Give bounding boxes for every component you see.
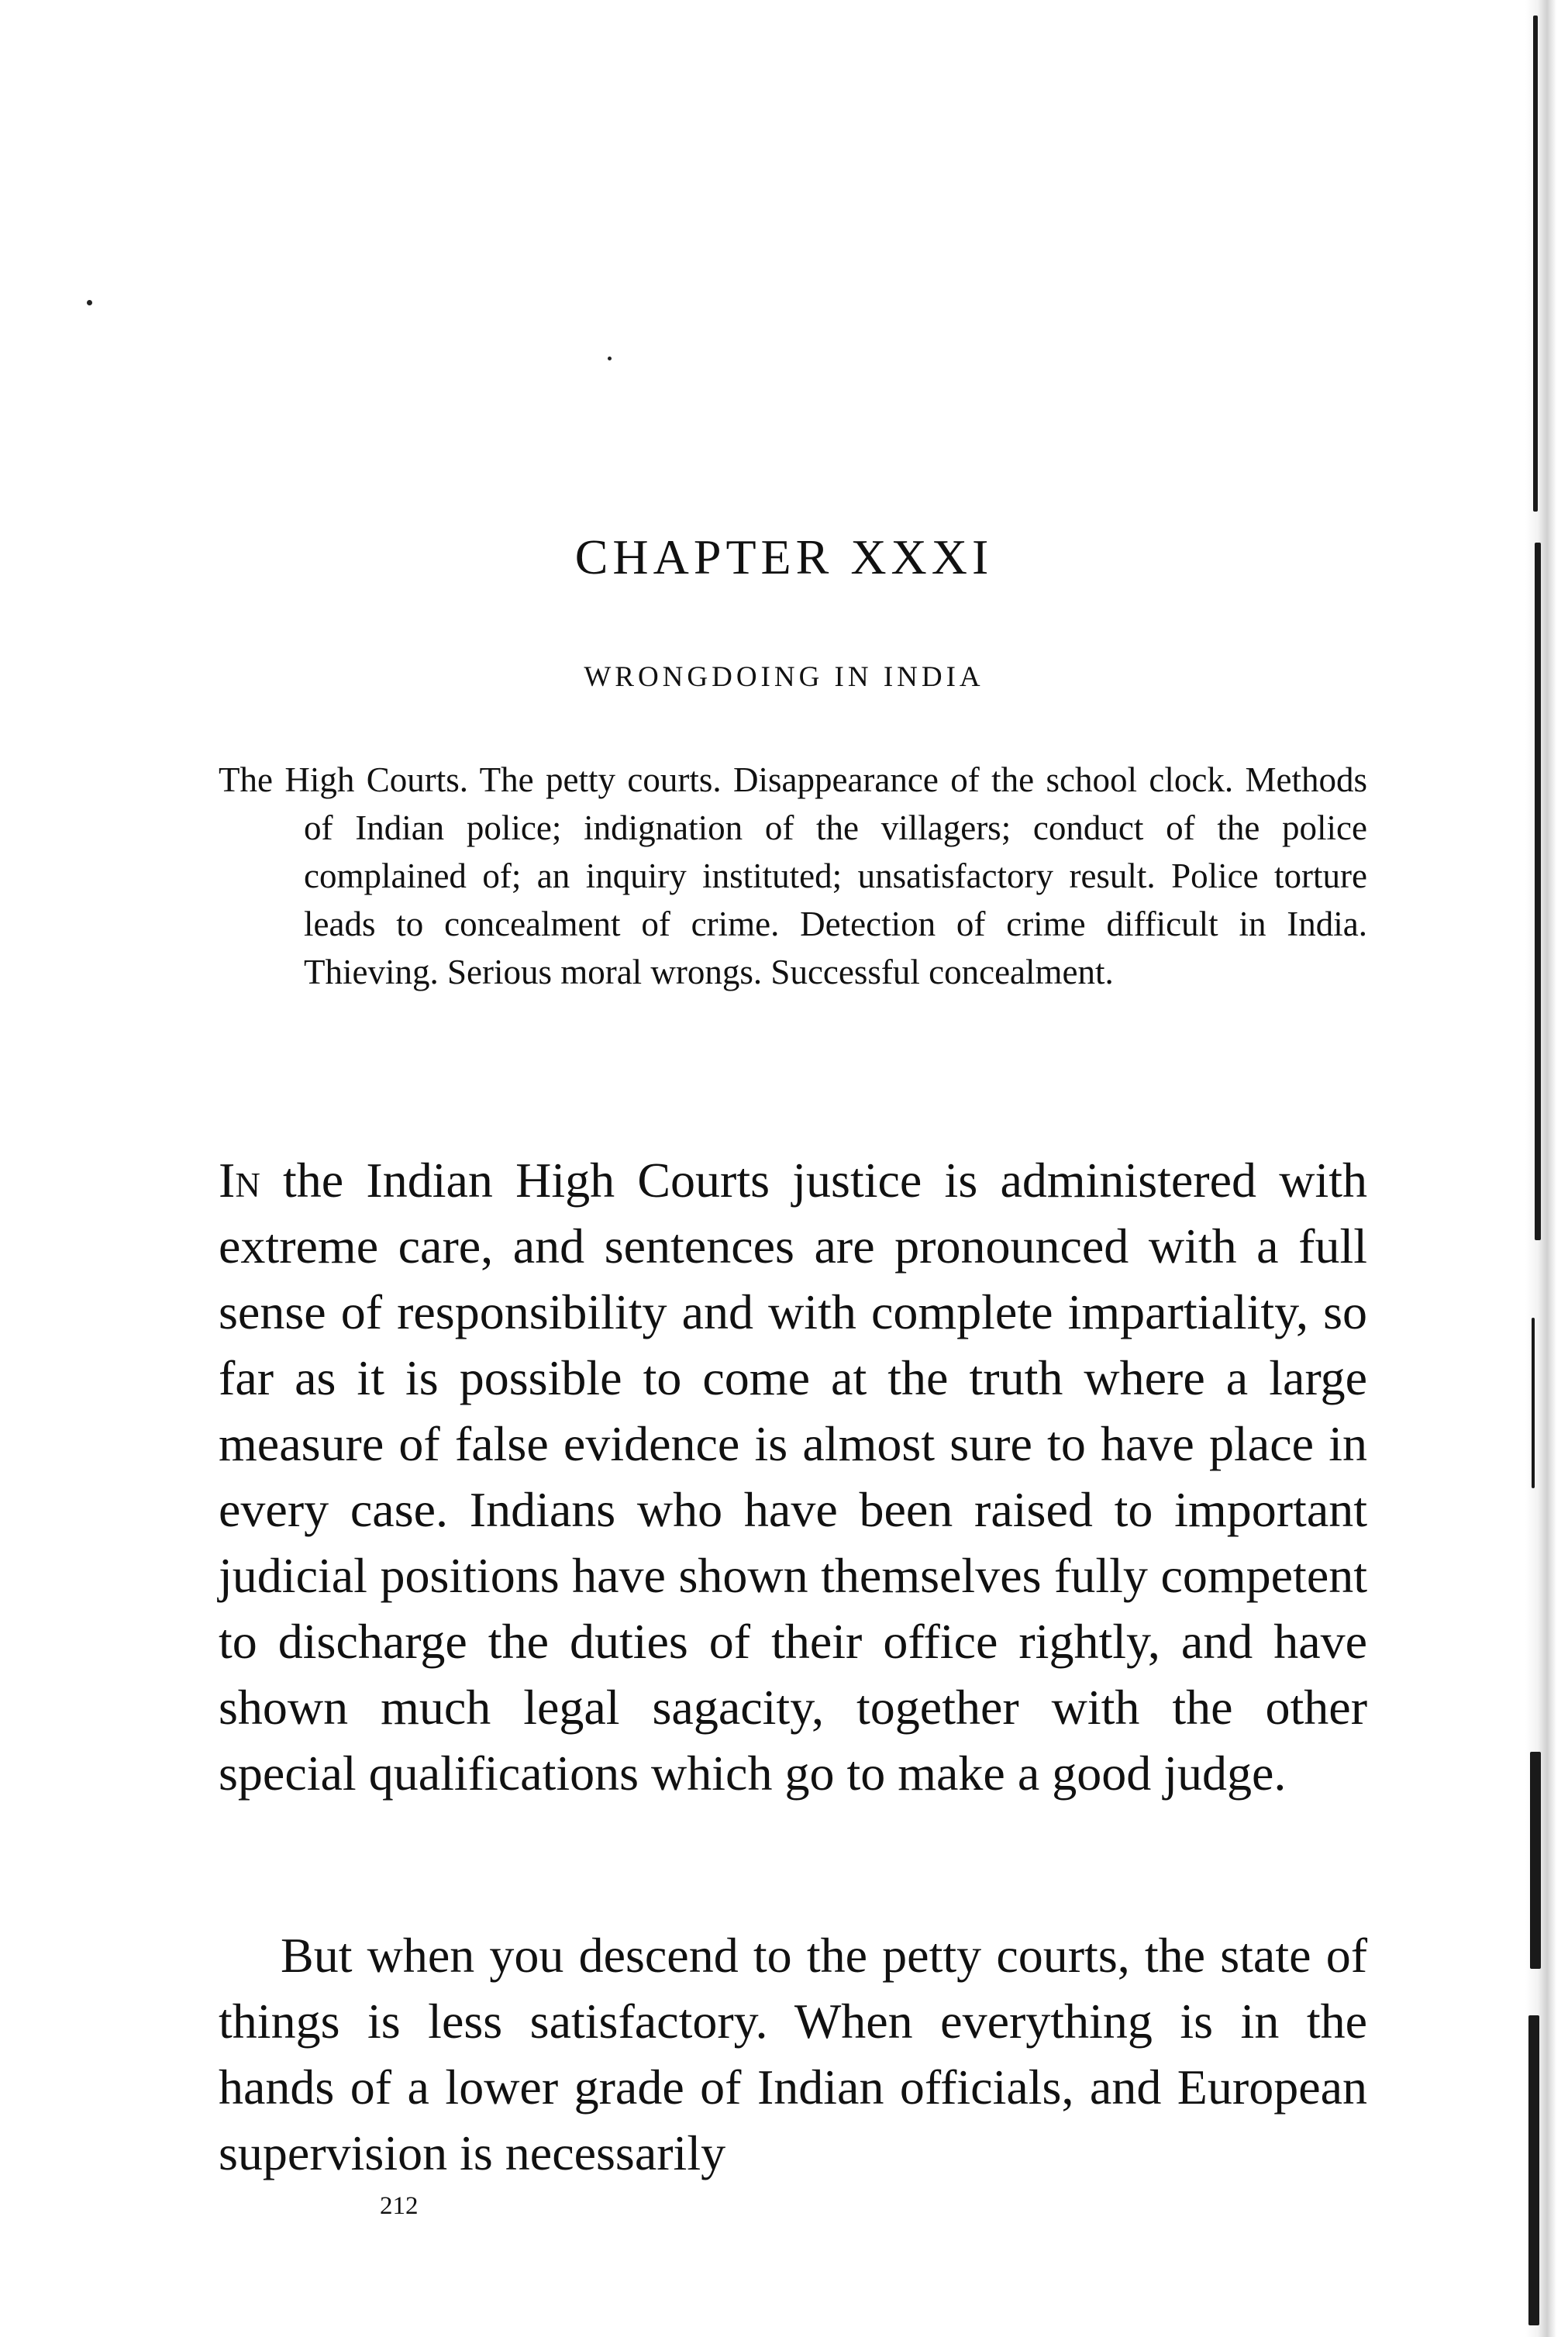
body-paragraph: But when you descend to the petty courts, the state of things is less satisfactory. When everything is in the hands of a lower grade of Indian officials, and European supervision is necessarily: [219, 1928, 1367, 2180]
chapter-subtitle: WRONGDOING IN INDIA: [584, 661, 984, 693]
scan-binding-mark: [1528, 2015, 1539, 2325]
scan-binding-mark: [1530, 1752, 1541, 1969]
scan-binding-mark: [1535, 543, 1541, 1240]
chapter-synopsis: The High Courts. The petty courts. Disappearance of the school clock. Methods of Indian police; indignation of the villagers; conduct of the police complained of; an inquiry instituted; unsatisfactory result. Police torture leads to concealment of crime. Detection of crime difficult in India. Thieving. Serious moral wrongs. Successful concealment.: [219, 760, 1367, 991]
paragraph-text: the Indian High Courts justice is administered with extreme care, and sentences are pronounced with a full sense of responsibility and with complete impartiality, so far as it is possible to come at the truth where a large measure of false evidence is almost sure to have place in every case. Indians who have been raised to important judicial positions have shown themselves fully competent to discharge the duties of their office rightly, and have shown much legal sagacity, together with the other special qualifications which go to make a good judge.: [219, 1153, 1367, 1801]
scan-speck: [608, 357, 612, 360]
scan-binding-edge: [1525, 0, 1556, 2337]
page-number: 212: [380, 2192, 419, 2220]
opening-word: In: [219, 1153, 260, 1208]
scan-speck: [87, 300, 92, 305]
chapter-heading: CHAPTER XXXI: [574, 529, 994, 584]
scan-binding-mark: [1532, 1318, 1535, 1488]
body-paragraph: [219, 1147, 1367, 1806]
scan-binding-mark: [1533, 16, 1538, 512]
